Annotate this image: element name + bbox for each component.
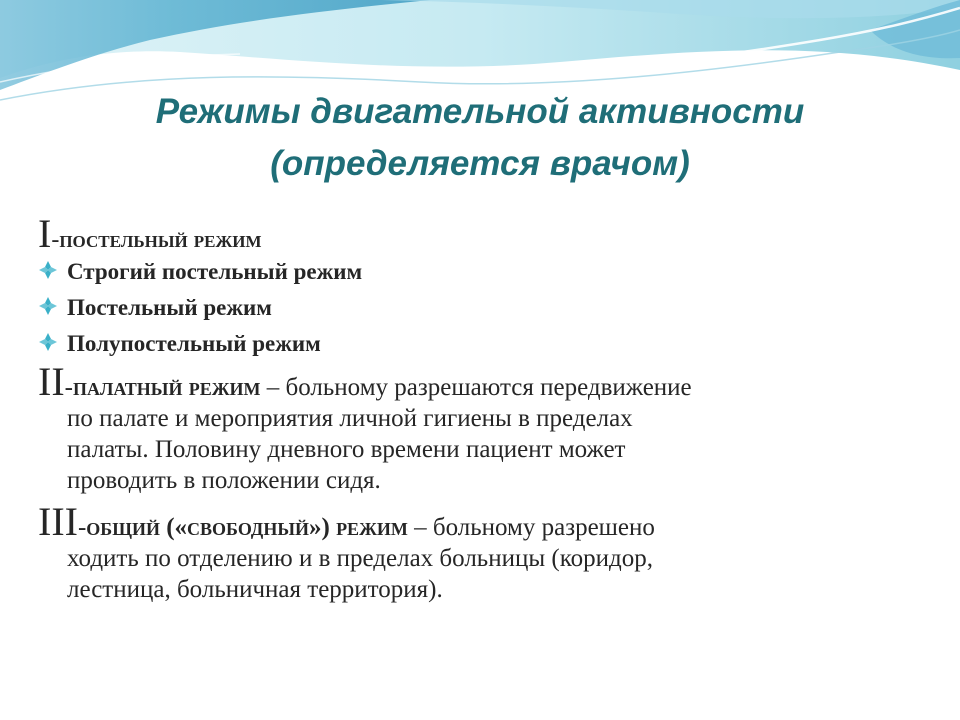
diamond-bullet-icon (38, 332, 58, 352)
section-2-line: проводить в положении сидя. (67, 467, 381, 494)
diamond-bullet-icon (38, 296, 58, 316)
section-1-dash: - (51, 227, 60, 253)
section-2-line: по палате и мероприятия личной гигиены в пределах (67, 405, 633, 432)
section-1-numeral: I (38, 211, 52, 256)
list-item-label: Строгий постельный режим (67, 259, 363, 284)
slide-title (40, 86, 920, 190)
section-1-title: постельный режим (59, 227, 262, 253)
diamond-bullet-icon (38, 260, 58, 280)
section-3-text: – больному разрешено (407, 514, 655, 541)
section-3 (38, 499, 938, 605)
section-1-heading (38, 212, 938, 254)
section-3-numeral: III (38, 499, 78, 544)
section-3-line: лестница, больничная территория). (67, 576, 443, 603)
section-2 (38, 359, 938, 496)
list-item-label: Постельный режим (67, 295, 272, 320)
section-3-line: ходить по отделению и в пределах больницы (коридор, (67, 545, 653, 572)
list-item (38, 290, 938, 326)
slide-body (38, 212, 938, 605)
section-3-title: общий («свободный») режим (86, 514, 408, 541)
section-2-line: палаты. Половину дневного времени пациент может (67, 436, 626, 463)
list-item (38, 326, 938, 362)
section-2-numeral: II (38, 359, 65, 404)
list-item (38, 254, 938, 290)
section-2-dash: - (64, 374, 73, 401)
list-item-label: Полупостельный режим (67, 331, 321, 356)
title-line-1: Режимы двигательной активности (155, 92, 805, 131)
section-2-text: – больному разрешаются передвижение (260, 374, 692, 401)
section-3-first-line (38, 499, 938, 544)
section-3-dash: - (77, 514, 87, 541)
title-line-2: (определяется врачом) (270, 144, 690, 183)
section-2-title: палатный режим (72, 374, 261, 401)
section-2-first-line (38, 359, 938, 404)
